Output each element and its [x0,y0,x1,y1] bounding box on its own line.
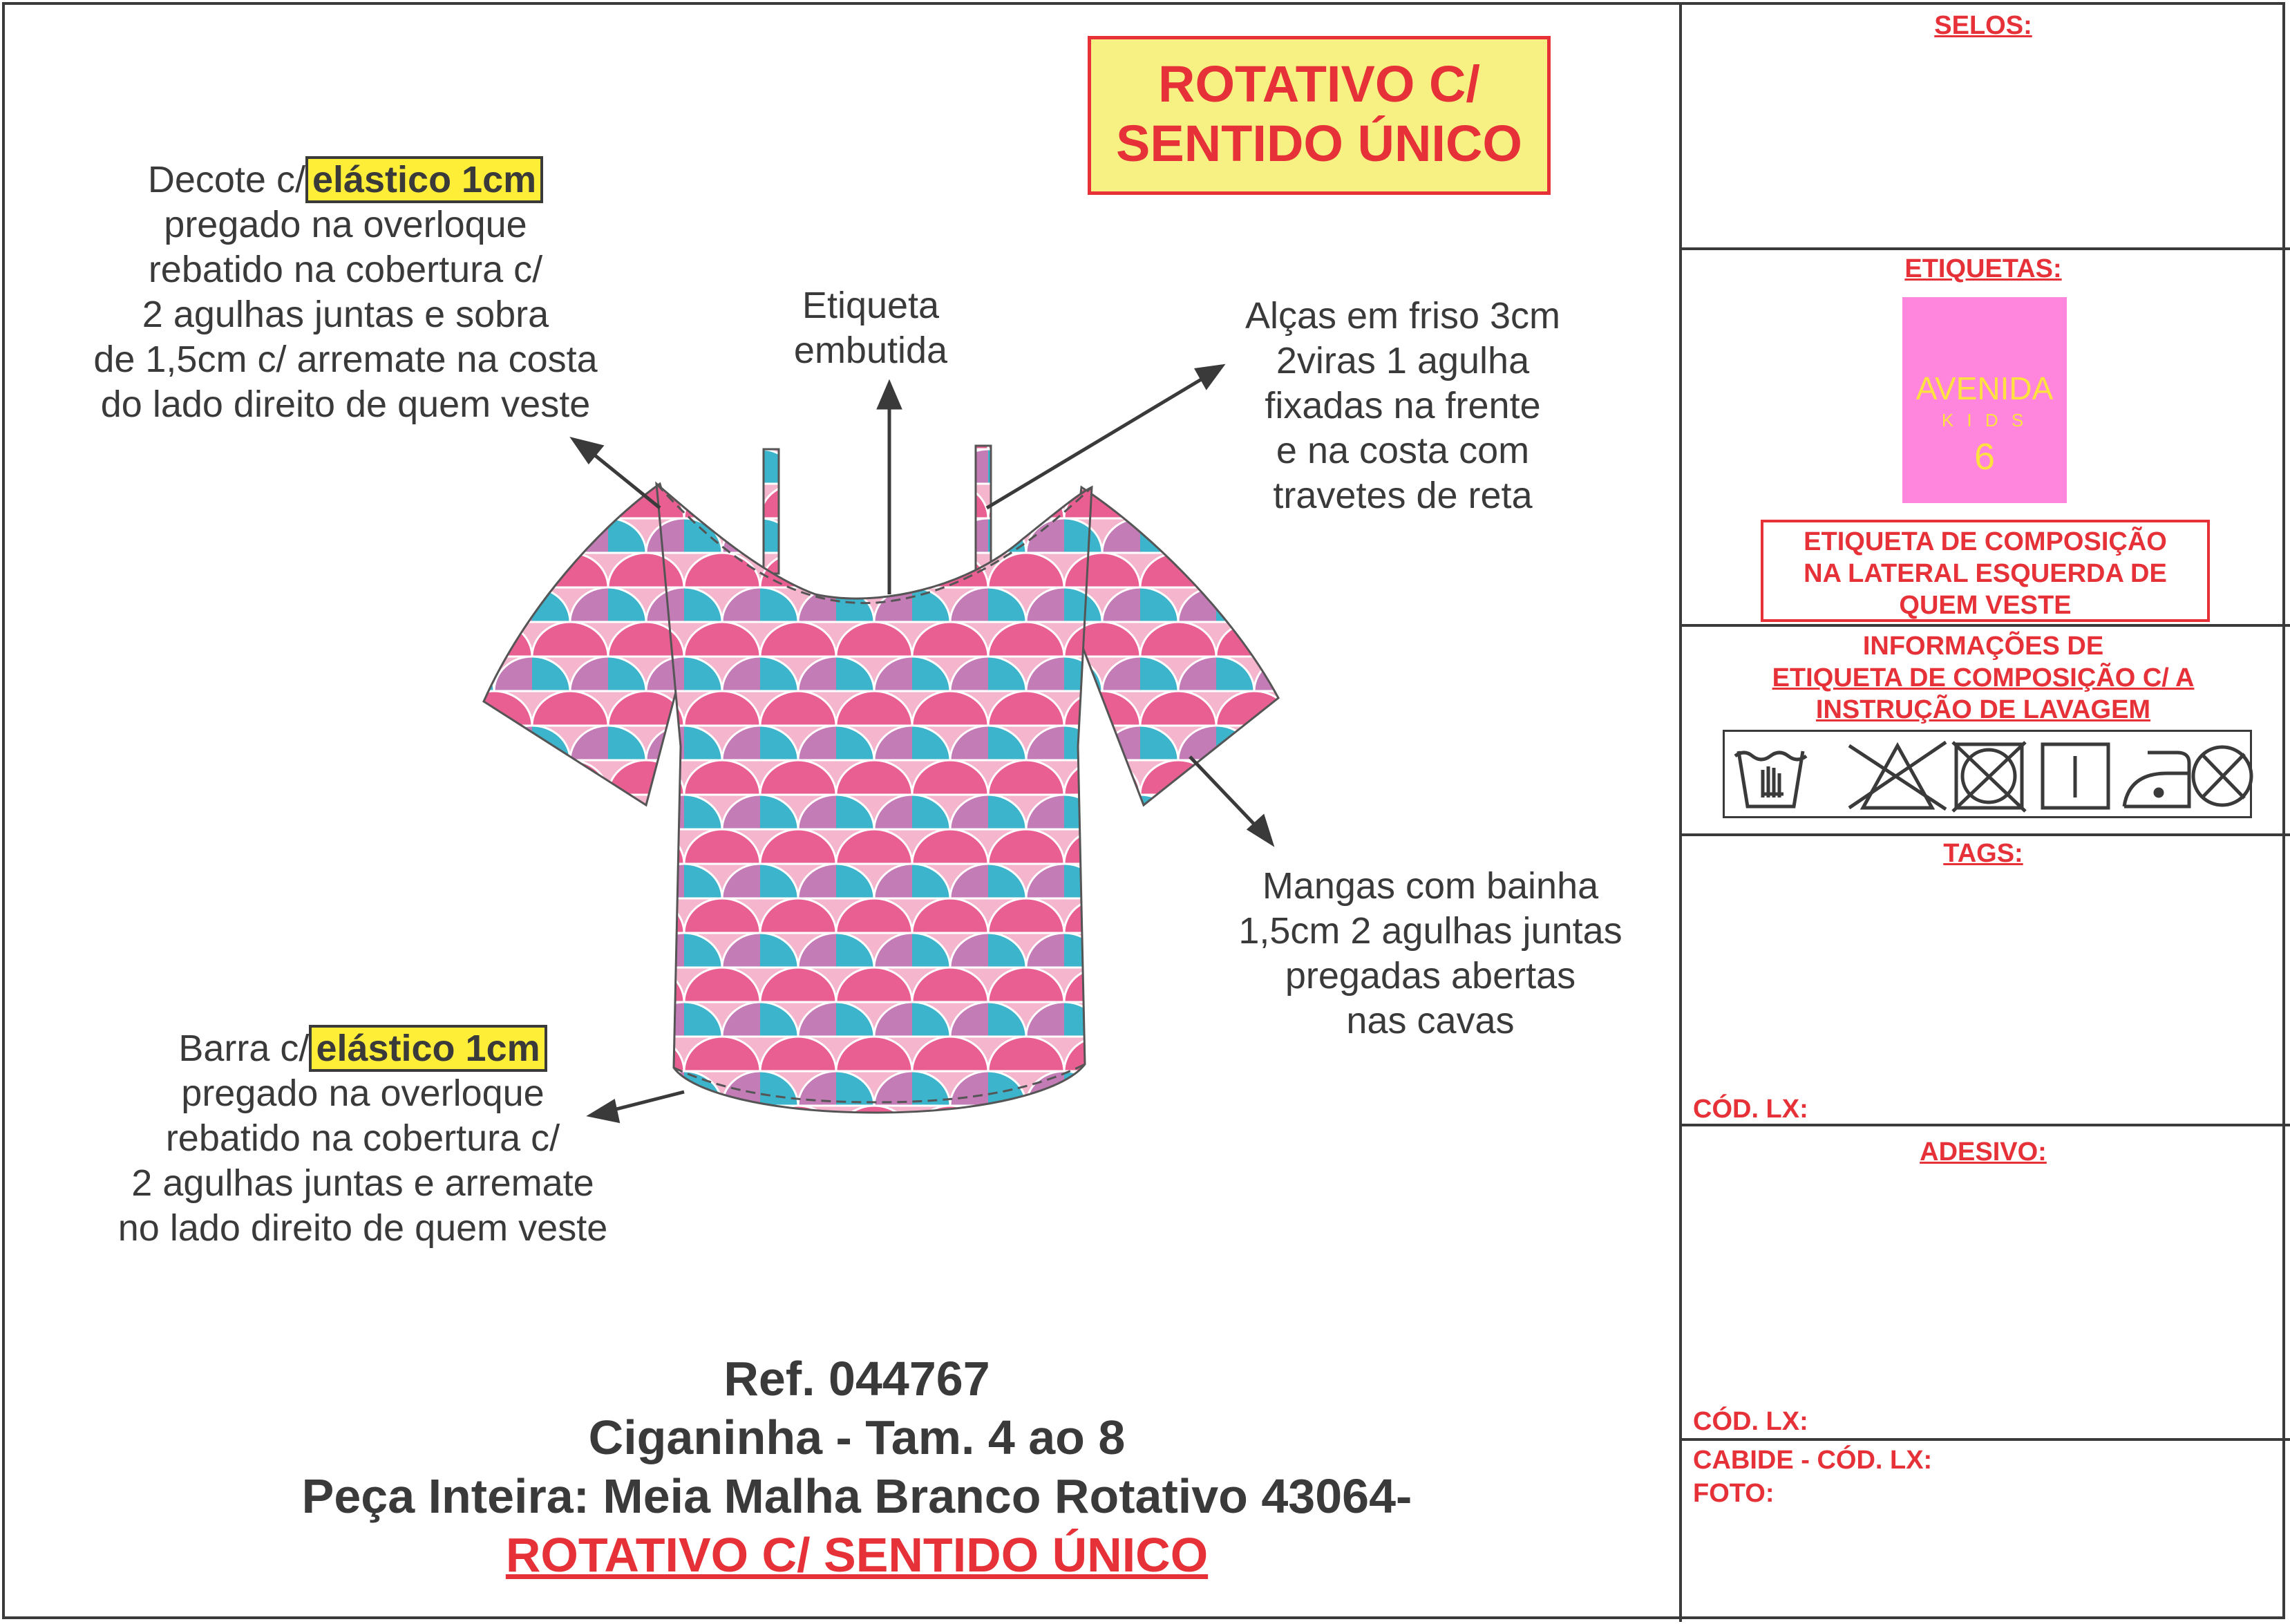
right-sleeve [1068,487,1278,805]
note-label-line: embutida [793,330,948,371]
brand-sub: K I D S [1941,410,2028,431]
note-hem-line: 2 agulhas juntas e arremate [131,1162,594,1204]
note-neckline-line: 2 agulhas juntas e sobra [142,294,549,335]
divider-etiquetas [1679,624,2290,627]
body-panel [656,484,1092,1113]
note-sleeves-line: Mangas com bainha [1262,865,1599,907]
composition-box-line: ETIQUETA DE COMPOSIÇÃO [1804,527,2167,556]
note-hem-prefix: Barra c/ [178,1028,310,1069]
etiquetas-heading: ETIQUETAS: [1904,254,2062,283]
left-strap [764,449,779,574]
foto-label: FOTO: [1693,1479,1775,1508]
note-straps-line: 2viras 1 agulha [1276,340,1530,381]
care-symbols-row [1725,732,2254,820]
reference-block [207,1350,1506,1585]
note-hem-line: pregado na overloque [181,1073,545,1114]
sidebar-divider [1679,2,1682,1622]
note-sleeves-line: nas cavas [1346,1000,1515,1041]
composition-info-line: INSTRUÇÃO DE LAVAGEM [1815,695,2151,724]
care-symbols [1723,730,2252,818]
note-hem-highlight: elástico 1cm [309,1025,547,1072]
note-hem-line: rebatido na cobertura c/ [165,1117,560,1159]
fabric-spec: Peça Inteira: Meia Malha Branco Rotativo 43064- [301,1469,1412,1523]
note-straps [1195,294,1610,518]
composition-label-box [1761,520,2210,622]
brand-name: AVENIDA [1915,370,2054,406]
note-neckline-highlight: elástico 1cm [305,156,543,203]
tags-cod-lx: CÓD. LX: [1693,1095,1808,1124]
note-neckline-head [62,158,629,202]
composition-box-line: QUEM VESTE [1899,591,2072,620]
note-straps-line: Alças em friso 3cm [1245,295,1561,337]
note-neckline-line: de 1,5cm c/ arremate na costa [93,339,598,380]
note-hem-head [79,1026,646,1071]
composition-info-line: INFORMAÇÕES DE [1862,632,2104,661]
note-straps-line: fixadas na frente [1265,385,1541,426]
no-dry-clean-icon [2193,747,2251,805]
divider-info [1679,833,2290,836]
brand-label [1902,297,2067,503]
adesivo-heading: ADESIVO: [1920,1137,2047,1167]
brand-size: 6 [1974,436,1996,478]
stamp-line-2: SENTIDO ÚNICO [1116,115,1522,172]
print-note: ROTATIVO C/ SENTIDO ÚNICO [505,1528,1209,1582]
note-neckline-line: rebatido na cobertura c/ [148,249,543,290]
adesivo-cod-lx: CÓD. LX: [1693,1407,1808,1436]
note-hem [79,1026,646,1251]
note-sleeves [1202,864,1658,1044]
divider-selos [1679,247,2290,250]
hand-wash-icon [1735,751,1806,806]
note-hem-line: no lado direito de quem veste [117,1207,608,1249]
note-sleeves-line: 1,5cm 2 agulhas juntas [1238,910,1622,952]
note-label-line: Etiqueta [802,285,940,326]
no-tumble-dry-icon [1953,742,2025,811]
note-neckline-prefix: Decote c/ [147,159,305,200]
note-neckline [62,158,629,427]
line-dry-icon [2043,744,2108,808]
cabide-cod-lx: CABIDE - CÓD. LX: [1693,1446,1933,1475]
note-straps-line: travetes de reta [1273,475,1533,516]
note-sleeves-line: pregadas abertas [1285,955,1576,997]
divider-adesivo [1679,1438,2290,1441]
no-bleach-icon [1849,742,1946,809]
product-name: Ciganinha - Tam. 4 ao 8 [588,1410,1126,1464]
reference-number: Ref. 044767 [723,1352,990,1406]
selos-heading: SELOS: [1934,11,2032,40]
note-neckline-line: do lado direito de quem veste [100,384,591,425]
composition-info-line: ETIQUETA DE COMPOSIÇÃO C/ A [1772,663,2195,692]
stamp-line-1: ROTATIVO C/ [1158,55,1480,113]
tags-heading: TAGS: [1943,839,2023,868]
composition-box-line: NA LATERAL ESQUERDA DE [1804,559,2167,588]
note-label [760,283,981,373]
iron-low-icon [2124,753,2189,806]
note-straps-line: e na costa com [1276,430,1530,471]
note-neckline-line: pregado na overloque [164,204,527,245]
composition-info [1682,630,2284,726]
